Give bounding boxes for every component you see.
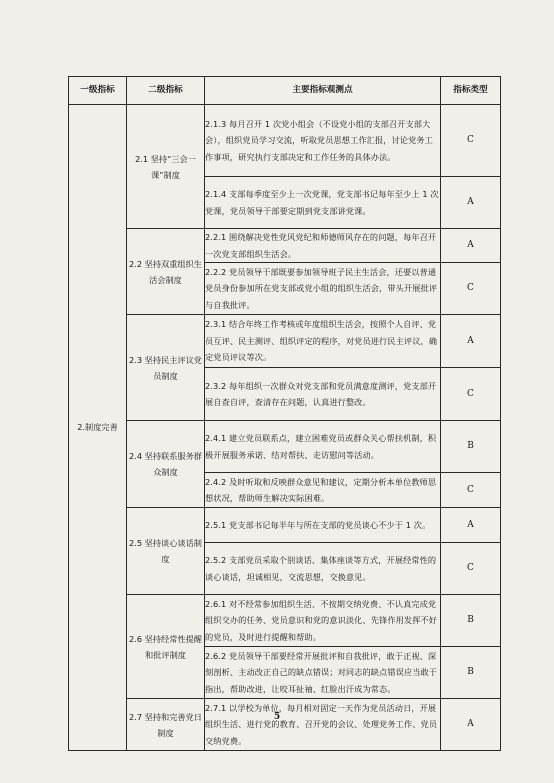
- observation-cell: 2.2.2 党员领导干部既要参加领导班子民主生活会，还要以普通党员身份参加所在党支部或党小组的组织生活会，带头开展批评与自我批评。: [205, 263, 441, 315]
- page-number: 5: [273, 712, 281, 722]
- type-cell: B: [441, 647, 501, 699]
- table-row: [69, 105, 501, 177]
- table-row: [69, 699, 501, 751]
- observation-cell: 2.3.2 每年组织一次群众对党支部和党员满意度测评，党支部开展自查自评，查清存在问题，认真进行整改。: [205, 368, 441, 421]
- table-header-row: [69, 77, 501, 105]
- observation-cell: 2.7.1 以学校为单位，每月相对固定一天作为党员活动日，开展组织生活、进行党的教育、召开党的会议、处理党务工作、党员交纳党费。: [205, 699, 441, 751]
- observation-cell: 2.6.2 党员领导干部要经常开展批评和自我批评，敢于正视、深刻剖析、主动改正自己的缺点错误；对同志的缺点错误应当敢于指出，帮助改进，让咬耳扯袖、红脸出汗成为常态。: [205, 647, 441, 699]
- level2-cell: 2.5 坚持谈心谈话制度: [127, 508, 205, 595]
- table-row: [69, 315, 501, 368]
- type-cell: C: [441, 543, 501, 595]
- level2-cell: 2.4 坚持联系服务群众制度: [127, 421, 205, 508]
- type-cell: C: [441, 368, 501, 421]
- observation-cell: 2.4.2 及时听取和反映群众意见和建议，定期分析本单位教师思想状况，帮助师生解决实际困难。: [205, 473, 441, 508]
- observation-cell: 2.6.1 对不经常参加组织生活、不按期交纳党费、不认真完成党组织交办的任务、党员意识和党的意识淡化、先锋作用发挥不好的党员，及时进行提醒和帮助。: [205, 595, 441, 647]
- type-cell: C: [441, 105, 501, 177]
- type-cell: A: [441, 699, 501, 751]
- type-cell: A: [441, 508, 501, 543]
- table-row: [69, 229, 501, 263]
- observation-cell: 2.4.1 建立党员联系点，建立困难党员或群众关心帮扶机制，积极开展服务承诺、结对帮扶、走访慰问等活动。: [205, 421, 441, 473]
- level2-cell: 2.3 坚持民主评议党员制度: [127, 315, 205, 421]
- level2-cell: 2.7 坚持和完善党日制度: [127, 699, 205, 751]
- type-cell: A: [441, 315, 501, 368]
- observation-cell: 2.2.1 围绕解决党性党风党纪和师德师风存在的问题，每年召开一次党支部组织生活会。: [205, 229, 441, 263]
- type-cell: B: [441, 421, 501, 473]
- table-row: [69, 508, 501, 543]
- observation-cell: 2.5.2 支部党员采取个别谈话、集体座谈等方式，开展经常性的谈心谈话，坦诚相见，交流思想，交换意见。: [205, 543, 441, 595]
- type-cell: C: [441, 263, 501, 315]
- level2-cell: 2.6 坚持经常性提醒和批评制度: [127, 595, 205, 699]
- type-cell: A: [441, 177, 501, 229]
- header-observation: 主要指标观测点: [205, 77, 441, 105]
- table-row: [69, 595, 501, 647]
- type-cell: A: [441, 229, 501, 263]
- table-row: [69, 421, 501, 473]
- type-cell: B: [441, 595, 501, 647]
- header-level1: 一级指标: [69, 77, 127, 105]
- observation-cell: 2.5.1 党支部书记每半年与所在支部的党员谈心不少于 1 次。: [205, 508, 441, 543]
- header-type: 指标类型: [441, 77, 501, 105]
- level1-cell: 2.制度完善: [69, 105, 127, 751]
- observation-cell: 2.1.4 支部每季度至少上一次党课，党支部书记每年至少上 1 次党课，党员领导干部要定期到党支部讲党课。: [205, 177, 441, 229]
- observation-cell: 2.3.1 结合年终工作考核或年度组织生活会，按照个人自评、党员互评、民主测评、组织评定的程序，对党员进行民主评议，确定党员评议等次。: [205, 315, 441, 368]
- indicator-table: [68, 76, 501, 751]
- header-level2: 二级指标: [127, 77, 205, 105]
- type-cell: C: [441, 473, 501, 508]
- level2-cell: 2.2 坚持双重组织生活会制度: [127, 229, 205, 315]
- observation-cell: 2.1.3 每月召开 1 次党小组会（不设党小组的支部召开支部大会），组织党员学习交流，听取党员思想工作汇报，讨论党务工作事项，研究执行支部决定和工作任务的具体办法。: [205, 105, 441, 177]
- level2-cell: 2.1 坚持“三会一课”制度: [127, 105, 205, 229]
